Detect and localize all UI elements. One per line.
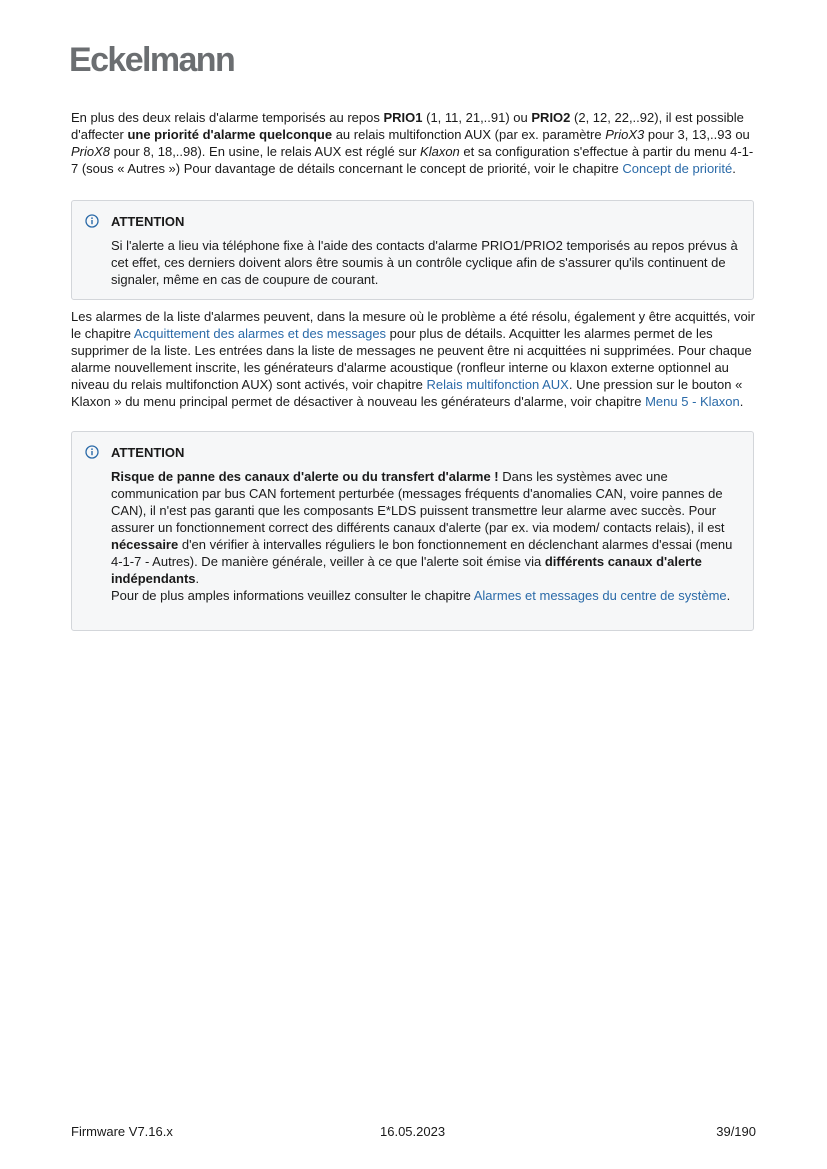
text: pour 3, 13,..93 ou bbox=[644, 127, 750, 142]
text: (1, 11, 21,..91) ou bbox=[422, 110, 532, 125]
text: pour 8, 18,..98). En usine, le relais AUX est réglé sur bbox=[110, 144, 421, 159]
text: pour plus de détails. Acquitter les alarmes permet de les supprimer de la liste. Les entrées dans la liste de messages ne peuvent être ni acquittées ni supprimées. Pour chaque alarme nouvellement inscrite, les générateurs d'alarme acoustique (ronfleur interne ou klaxon externe optionnel au niveau du relais multifonction AUX) sont activés, voir chapitre bbox=[71, 326, 752, 392]
note-body: Si l'alerte a lieu via téléphone fixe à l'aide des contacts d'alarme PRIO1/PRIO2 temporisés au repos prévus à cet effet, ces derniers doivent alors être soumis à un contrôle cyclique afin de s'assurer qu'ils continuent de signaler, même en cas de coupure de courant. bbox=[111, 238, 738, 287]
note-body bbox=[111, 468, 744, 604]
attention-note bbox=[71, 200, 754, 300]
bold-text: nécessaire bbox=[111, 537, 179, 552]
text: . bbox=[732, 161, 736, 176]
link-acquittement[interactable]: Acquittement des alarmes et des messages bbox=[133, 326, 387, 341]
bold-text: une priorité d'alarme quelconque bbox=[127, 127, 333, 142]
bold-text: PRIO2 bbox=[531, 110, 571, 125]
italic-text: PrioX8 bbox=[71, 144, 111, 159]
text: . bbox=[195, 571, 200, 586]
italic-text: PrioX3 bbox=[605, 127, 645, 142]
footer-page-number: 39/190 bbox=[716, 1124, 756, 1139]
text: Dans les systèmes avec une communication par bus CAN fortement perturbée (messages fréquents d'anomalies CAN, voire pannes de CAN), il n'est pas garanti que les composants E*LDS puissent transmettre leur alarme avec succès. Pour assurer un fonctionnement correct des différents canaux d'alerte (par ex. via modem/ contacts relais), il est bbox=[111, 469, 725, 535]
text: . bbox=[739, 394, 744, 409]
bold-text: différents canaux d'alerte indépendants bbox=[111, 554, 702, 586]
link-menu-5-klaxon[interactable]: Menu 5 - Klaxon bbox=[645, 394, 740, 409]
text: (2, 12, 22,..92), il est possible d'affecter bbox=[71, 110, 744, 142]
bold-text: Risque de panne des canaux d'alerte ou du transfert d'alarme ! bbox=[111, 469, 499, 484]
note-title: ATTENTION bbox=[111, 214, 185, 229]
intro-paragraph bbox=[71, 109, 757, 177]
text: et sa configuration s'effectue à partir du menu 4-1-7 (sous « Autres ») Pour davantage de détails concernant le concept de priorité, voir le chapitre bbox=[71, 144, 754, 176]
text: Les alarmes de la liste d'alarmes peuvent, dans la mesure où le problème a été résolu, également y être acquittés, voir le chapitre bbox=[71, 309, 755, 341]
italic-text: Klaxon bbox=[420, 144, 460, 159]
text: En plus des deux relais d'alarme temporisés au repos bbox=[71, 110, 384, 125]
text: Pour de plus amples informations veuillez consulter le chapitre bbox=[111, 588, 474, 603]
info-icon bbox=[85, 445, 99, 459]
text: . bbox=[726, 588, 731, 603]
note-title: ATTENTION bbox=[111, 445, 185, 460]
link-alarmes-messages[interactable]: Alarmes et messages du centre de système bbox=[473, 588, 727, 603]
eckelmann-logo: Eckelmann bbox=[69, 41, 235, 79]
text: d'en vérifier à intervalles réguliers le bon fonctionnement en déclenchant alarmes d'essai (menu 4-1-7 - Autres). De manière générale, veiller à ce que l'alerte soit émise via bbox=[111, 537, 733, 569]
text: . Une pression sur le bouton « Klaxon » du menu principal permet de désactiver à nouveau les générateurs d'alarme, voir chapitre bbox=[71, 377, 743, 409]
footer-date: 16.05.2023 bbox=[380, 1124, 446, 1139]
alarm-list-paragraph bbox=[71, 308, 757, 410]
link-relais-aux[interactable]: Relais multifonction AUX bbox=[426, 377, 569, 392]
text: au relais multifonction AUX (par ex. paramètre bbox=[332, 127, 606, 142]
attention-note bbox=[71, 431, 754, 631]
footer-firmware: Firmware V7.16.x bbox=[71, 1124, 173, 1139]
info-icon bbox=[85, 214, 99, 228]
link-concept-de-priorite[interactable]: Concept de priorité bbox=[622, 161, 733, 176]
bold-text: PRIO1 bbox=[383, 110, 423, 125]
